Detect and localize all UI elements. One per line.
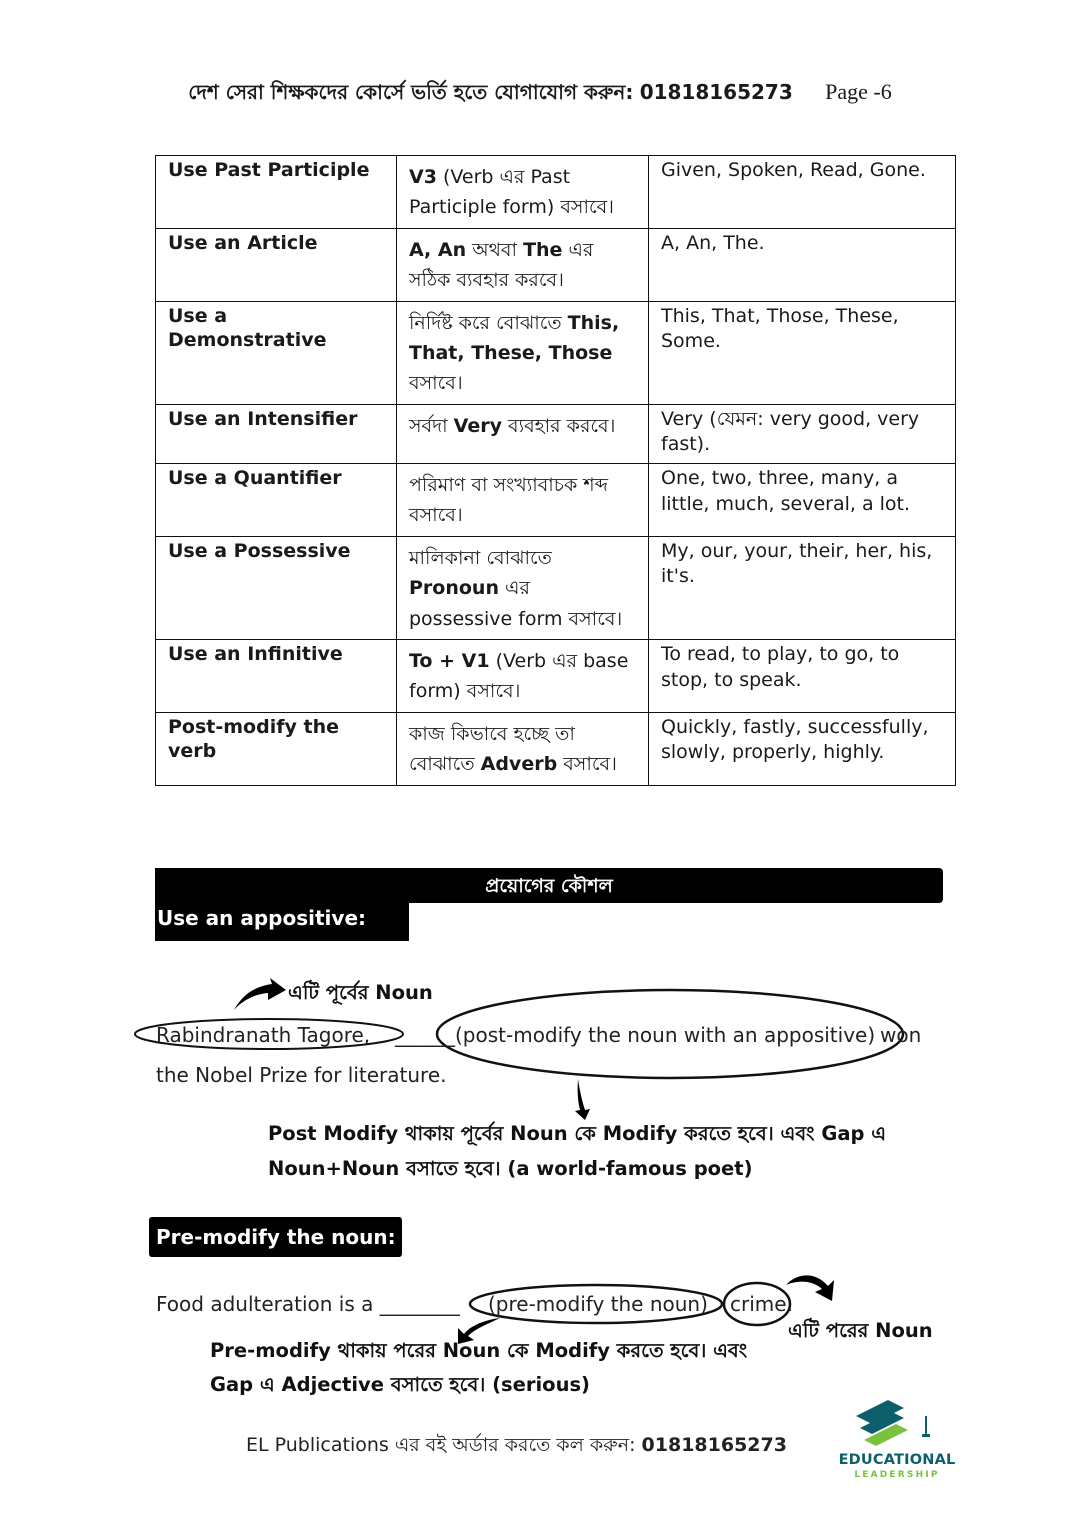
appositive-after: won [880, 1023, 922, 1047]
appositive-explain-1: Post Modify থাকায় পূর্বের Noun কে Modify করতে হবে। এবং Gap এ [268, 1122, 887, 1145]
rule-text: বসাবে। [409, 372, 463, 395]
rule-keyword: A, An [409, 238, 467, 261]
rule-text: নির্দিষ্ট করে বোঝাতে [409, 311, 568, 334]
rule-text: পরিমাণ বা সংখ্যাবাচক শব্দ বসাবে। [409, 474, 608, 527]
technique-cell: Use a Possessive [156, 536, 397, 639]
examples-cell: This, That, Those, These, Some. [649, 301, 956, 404]
logo-title: EDUCATIONAL [838, 1452, 956, 1468]
footer-phone: 01818165273 [641, 1434, 787, 1456]
page-number: Page -6 [825, 79, 892, 104]
premodify-explain-2: Gap এ Adjective বসাতে হবে। (serious) [210, 1373, 590, 1396]
premodify-arrow-note: এটি পরের Noun [788, 1319, 933, 1342]
examples-cell: Given, Spoken, Read, Gone. [649, 156, 956, 229]
examples-cell: Quickly, fastly, successfully, slowly, properly, highly. [649, 712, 956, 785]
examples-cell: My, our, your, their, her, his, it's. [649, 536, 956, 639]
premodify-bubble-text: (pre-modify the noun) [488, 1292, 708, 1316]
rule-text: মালিকানা বোঝাতে [409, 546, 552, 569]
rule-text: অথবা [466, 238, 524, 261]
premodify-sentence: Food adulteration is a ________ [156, 1292, 460, 1316]
rule-text: (Verb এর base form) বসাবে। [409, 649, 629, 703]
rule-keyword: This, That, These, Those [409, 311, 620, 364]
rule-keyword: Adverb [480, 753, 558, 776]
rule-text: সর্বদা [409, 414, 454, 437]
curved-arrow-right-icon [786, 1275, 834, 1301]
examples-cell: A, An, The. [649, 228, 956, 301]
header-phone: 01818165273 [639, 80, 793, 104]
rule-text: এর সঠিক ব্যবহার করবে। [409, 238, 594, 292]
technique-cell: Use an Infinitive [156, 639, 397, 712]
technique-cell: Use an Intensifier [156, 404, 397, 463]
appositive-arrow-note: এটি পূর্বের Noun [288, 981, 433, 1004]
examples-cell: To read, to play, to go, to stop, to speak. [649, 639, 956, 712]
examples-cell: Very (যেমন: very good, very fast). [649, 404, 956, 463]
rule-keyword: V3 [409, 166, 437, 188]
appositive-explain-2: Noun+Noun বসাতে হবে। (a world-famous poet) [268, 1157, 753, 1180]
rule-text: ব্যবহার করবে। [501, 414, 616, 437]
premodify-noun: crime. [730, 1292, 793, 1316]
rule-text: এর possessive form বসাবে। [409, 577, 623, 630]
appositive-blank: ______ [395, 1023, 455, 1047]
premodify-explain-1: Pre-modify থাকায় পরের Noun কে Modify করতে হবে। এবং [210, 1339, 748, 1362]
rule-keyword: The [523, 238, 563, 261]
educational-leadership-logo-icon [834, 1388, 960, 1498]
technique-cell: Use a Quantifier [156, 464, 397, 537]
technique-cell: Post-modify the verb [156, 712, 397, 785]
examples-cell: One, two, three, many, a little, much, several, a lot. [649, 464, 956, 537]
page-footer [246, 1431, 787, 1463]
down-arrow-icon [575, 1079, 590, 1120]
rule-text: বসাবে। [557, 753, 617, 776]
footer-text: EL Publications এর বই অর্ডার করতে কল করুন: [246, 1434, 636, 1456]
technique-cell: Use Past Participle [156, 156, 397, 229]
logo-subtitle: LEADERSHIP [854, 1470, 940, 1480]
premodify-tag: Pre-modify the noun: [149, 1217, 402, 1257]
header-text: দেশ সেরা শিক্ষকদের কোর্সে ভর্তি হতে যোগাযোগ করুন: [188, 80, 634, 104]
rule-text: (Verb এর Past Participle form) বসাবে। [409, 166, 614, 219]
technique-cell: Use an Article [156, 228, 397, 301]
appositive-noun: Rabindranath Tagore, [156, 1023, 371, 1047]
rule-text: কাজ কিভাবে হচ্ছে তা বোঝাতে [409, 722, 575, 776]
appositive-line2: the Nobel Prize for literature. [156, 1063, 447, 1087]
appositive-bubble-text: (post-modify the noun with an appositive) [455, 1023, 876, 1047]
rule-keyword: To + V1 [409, 649, 490, 672]
section-title: প্রয়োগের কৌশল [485, 875, 613, 897]
appositive-tag: Use an appositive: [155, 903, 409, 941]
curved-arrow-icon [234, 978, 286, 1010]
rule-keyword: Pronoun [409, 577, 499, 600]
technique-cell: Use a Demonstrative [156, 301, 397, 404]
rule-keyword: Very [453, 414, 502, 437]
